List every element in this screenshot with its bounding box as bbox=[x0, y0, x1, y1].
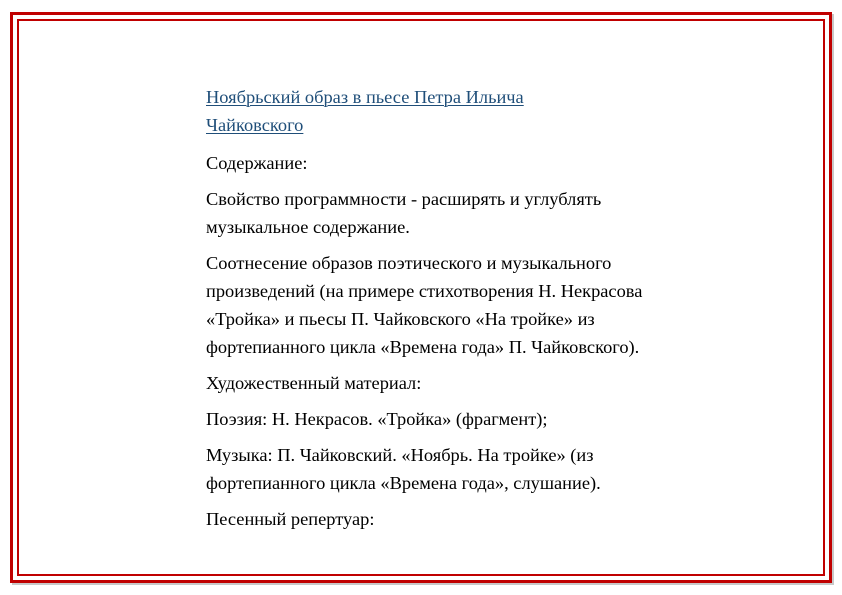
paragraph-artistic-material-heading bbox=[206, 369, 726, 397]
paragraph-contents-heading bbox=[206, 149, 726, 177]
paragraph-line: произведений (на примере стихотворения Н. Некрасова bbox=[206, 281, 643, 301]
paragraph-line: фортепианного цикла «Времена года» П. Чайковского). bbox=[206, 337, 640, 357]
paragraph-image-correlation bbox=[206, 249, 726, 361]
paragraph-line: Художественный материал: bbox=[206, 373, 422, 393]
paragraph-line: музыкальное содержание. bbox=[206, 217, 410, 237]
paragraph-programmatic-property bbox=[206, 185, 726, 241]
paragraph-music bbox=[206, 441, 726, 497]
paragraph-line: Свойство программности - расширять и углублять bbox=[206, 189, 602, 209]
paragraph-line: «Тройка» и пьесы П. Чайковского «На тройке» из bbox=[206, 309, 595, 329]
title-line: Чайковского bbox=[206, 115, 304, 135]
paragraph-line: Песенный репертуар: bbox=[206, 509, 375, 529]
title-line: Ноябрьский образ в пьесе Петра Ильича bbox=[206, 87, 524, 107]
paragraph-line: фортепианного цикла «Времена года», слушание). bbox=[206, 473, 601, 493]
document-title[interactable] bbox=[206, 83, 726, 139]
paragraph-line: Соотнесение образов поэтического и музыкального bbox=[206, 253, 612, 273]
paragraph-song-repertoire-heading bbox=[206, 505, 726, 533]
paragraph-poetry bbox=[206, 405, 726, 433]
paragraph-line: Содержание: bbox=[206, 153, 308, 173]
document-body bbox=[206, 83, 726, 541]
paragraph-line: Поэзия: Н. Некрасов. «Тройка» (фрагмент); bbox=[206, 409, 548, 429]
paragraph-line: Музыка: П. Чайковский. «Ноябрь. На тройке» (из bbox=[206, 445, 594, 465]
